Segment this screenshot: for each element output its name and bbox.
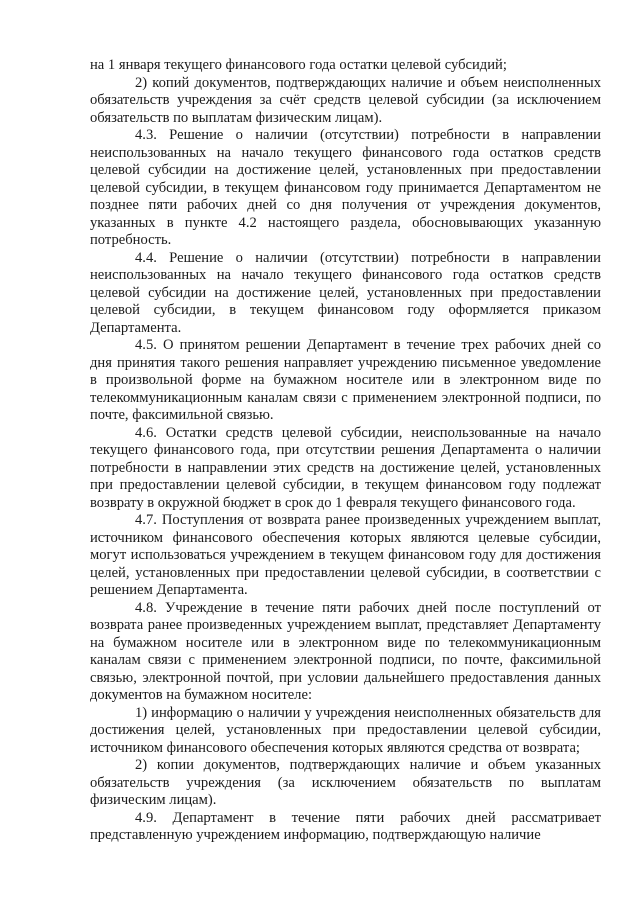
- paragraph-4-8-item-1: 1) информацию о наличии у учреждения неисполненных обязательств для достижения целей, установленных при предоставлении целевой субсидии, источником финансового обеспечения которых являются средства от возврата;: [90, 704, 601, 756]
- paragraph-4-5: 4.5. О принятом решении Департамент в течение трех рабочих дней со дня принятия такого решения направляет учреждению письменное уведомление в произвольной форме на бумажном носителе или в электронном виде по телекоммуникационным каналам связи с применением электронной подписи, по почте, факсимильной связью.: [90, 337, 601, 423]
- paragraph-4-8-item-2: 2) копии документов, подтверждающих наличие и объем указанных обязательств учреждения (за исключением обязательств по выплатам физическим лицам).: [90, 757, 601, 808]
- paragraph-4-6: 4.6. Остатки средств целевой субсидии, неиспользованные на начало текущего финансового года, при отсутствии решения Департамента о наличии потребности в направлении этих средств на достижение целей, установленных при предоставлении целевой субсидии, в текущем финансовом году подлежат возврату в окружной бюджет в срок до 1 февраля текущего финансового года.: [90, 424, 601, 511]
- paragraph-item-2-copies: 2) копий документов, подтверждающих наличие и объем неисполненных обязательств учреждения за счёт средств целевой субсидии (за исключением обязательств по выплатам физическим лицам).: [90, 74, 601, 126]
- paragraph-4-4: 4.4. Решение о наличии (отсутствии) потребности в направлении неиспользованных на начало текущего финансового года остатков средств целевой субсидии на достижение целей, установленных при предоставлении целевой субсидии, в текущем финансовом году оформляется приказом Департамента.: [90, 249, 601, 336]
- paragraph-4-7: 4.7. Поступления от возврата ранее произведенных учреждением выплат, источником финансового обеспечения которых являются целевые субсидии, могут использоваться учреждением в текущем финансовом году для достижения целей, установленных при предоставлении целевой субсидии, в соответствии с решением Департамента.: [90, 512, 601, 598]
- document-page: [90, 57, 601, 845]
- paragraph-4-9: 4.9. Департамент в течение пяти рабочих дней рассматривает представленную учреждением информацию, подтверждающую наличие: [90, 809, 601, 843]
- paragraph-4-8: 4.8. Учреждение в течение пяти рабочих дней после поступлений от возврата ранее произведенных учреждением выплат, представляет Департаменту на бумажном носителе или в электронном виде по телекоммуникационным каналам связи с применением электронной подписи, по почте, факсимильной связью, электронной почтой, при условии дальнейшего предоставления данных документов на бумажном носителе:: [90, 599, 601, 703]
- paragraph-4-3: 4.3. Решение о наличии (отсутствии) потребности в направлении неиспользованных на начало текущего финансового года остатков средств целевой субсидии на достижение целей, установленных при предоставлении целевой субсидии, в текущем финансовом году принимается Департаментом не позднее пяти рабочих дней со дня получения от учреждения документов, указанных в пункте 4.2 настоящего раздела, обосновывающих указанную потребность.: [90, 127, 601, 248]
- paragraph-continuation: на 1 января текущего финансового года остатки целевой субсидий;: [90, 57, 507, 73]
